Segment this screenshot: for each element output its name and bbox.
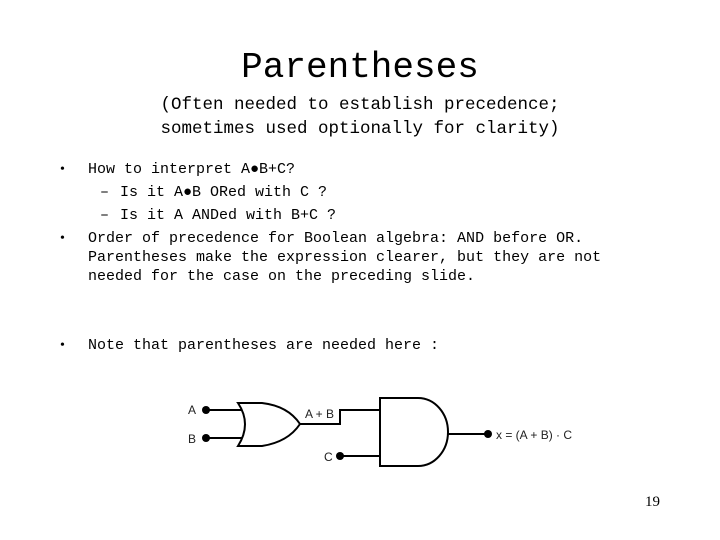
bullet-marker: • (60, 231, 65, 246)
subtitle-line-1: (Often needed to establish precedence; (160, 95, 560, 115)
input-c-label: C (324, 450, 333, 464)
bullet-text: needed for the case on the preceding slide. (88, 268, 476, 285)
bullet-marker: • (60, 162, 65, 177)
sub-item-dash: – (100, 184, 110, 201)
logic-circuit-diagram (170, 390, 610, 480)
slide-subtitle (0, 93, 720, 141)
output-terminal (484, 430, 492, 438)
input-a-label: A (188, 403, 197, 417)
bullet-text: Order of precedence for Boolean algebra: AND before OR. (88, 230, 584, 247)
slide-title: Parentheses (241, 47, 479, 88)
bullet-text: How to interpret A●B+C? (88, 161, 296, 178)
or-output-label: A + B (305, 407, 335, 421)
and-gate (380, 398, 448, 466)
output-expression-label: x = (A + B) · C (496, 428, 573, 442)
bullet-text: Note that parentheses are needed here : (88, 337, 440, 354)
page-number: 19 (645, 494, 660, 510)
input-b-label: B (188, 432, 197, 446)
subtitle-line-2: sometimes used optionally for clarity) (160, 119, 560, 139)
sub-item-dash: – (100, 207, 110, 224)
bullet-text: Parentheses make the expression clearer, but they are not (88, 249, 602, 266)
or-gate (238, 403, 300, 446)
bullet-marker: • (60, 338, 65, 353)
sub-item-text: Is it A ANDed with B+C ? (120, 207, 337, 224)
sub-item-text: Is it A●B ORed with C ? (120, 184, 328, 201)
